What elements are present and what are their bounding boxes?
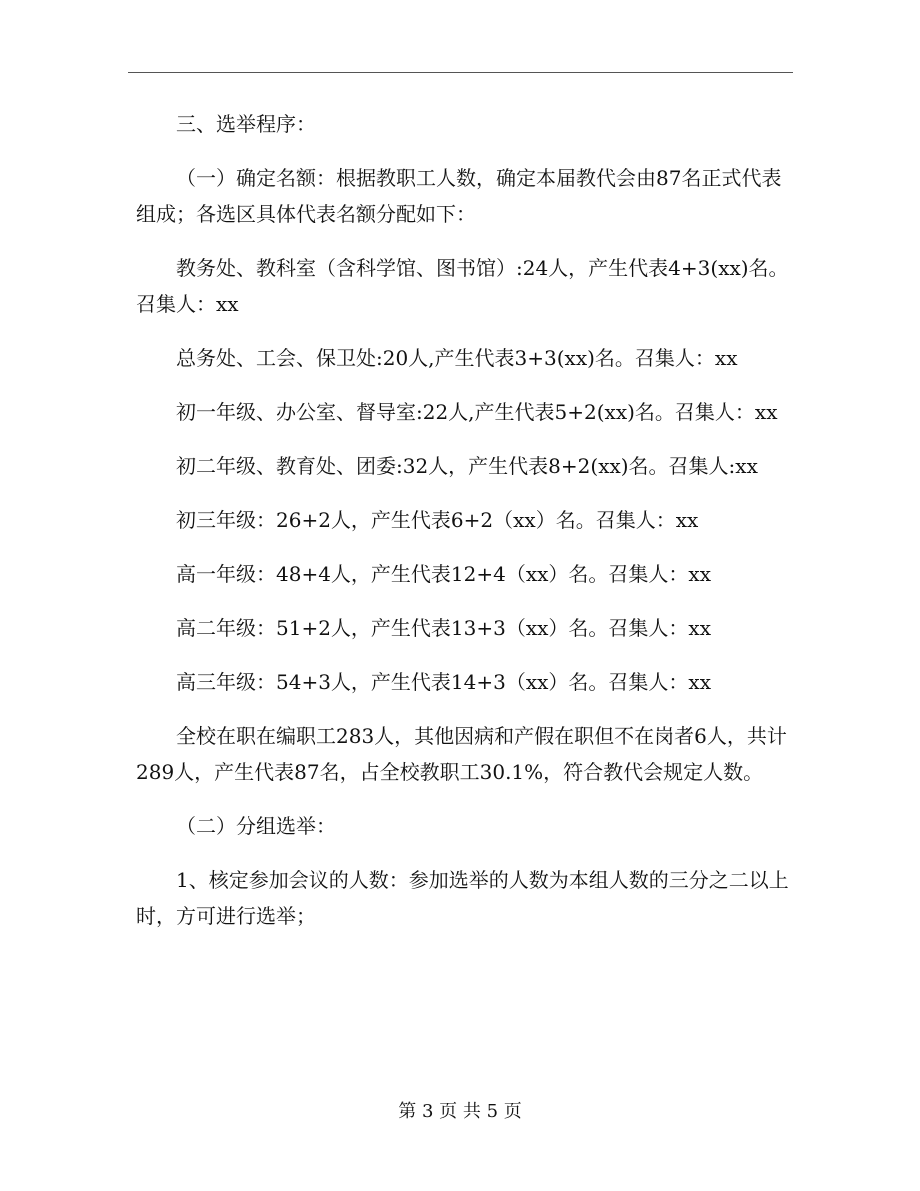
subsection-heading: （二）分组选举： xyxy=(176,814,336,838)
paragraph-district-2: 总务处、工会、保卫处:20人,产生代表3+3(xx)名。召集人：xx xyxy=(176,346,738,370)
document-body xyxy=(136,106,796,952)
section-heading: 三、选举程序： xyxy=(176,112,316,136)
paragraph-total: 全校在职在编职工283人，其他因病和产假在职但不在岗者6人，共计289人，产生代表87名，占全校教职工30.1%，符合教代会规定人数。 xyxy=(136,724,787,784)
paragraph-district-5: 初三年级：26+2人，产生代表6+2（xx）名。召集人：xx xyxy=(176,508,699,532)
paragraph-district-8: 高三年级：54+3人，产生代表14+3（xx）名。召集人：xx xyxy=(176,670,711,694)
paragraph-district-4: 初二年级、教育处、团委:32人，产生代表8+2(xx)名。召集人:xx xyxy=(176,454,758,478)
paragraph-rule-1: 1、核定参加会议的人数：参加选举的人数为本组人数的三分之二以上时，方可进行选举； xyxy=(136,868,789,928)
paragraph-district-3: 初一年级、办公室、督导室:22人,产生代表5+2(xx)名。召集人：xx xyxy=(176,400,778,424)
paragraph-quota: （一）确定名额：根据教职工人数，确定本届教代会由87名正式代表组成；各选区具体代表名额分配如下： xyxy=(136,166,782,226)
header-rule xyxy=(128,72,793,73)
paragraph-district-1: 教务处、教科室（含科学馆、图书馆）:24人，产生代表4+3(xx)名。召集人：xx xyxy=(136,256,789,316)
paragraph-district-7: 高二年级：51+2人，产生代表13+3（xx）名。召集人：xx xyxy=(176,616,711,640)
paragraph-district-6: 高一年级：48+4人，产生代表12+4（xx）名。召集人：xx xyxy=(176,562,711,586)
page-footer: 第 3 页 共 5 页 xyxy=(398,1101,522,1122)
